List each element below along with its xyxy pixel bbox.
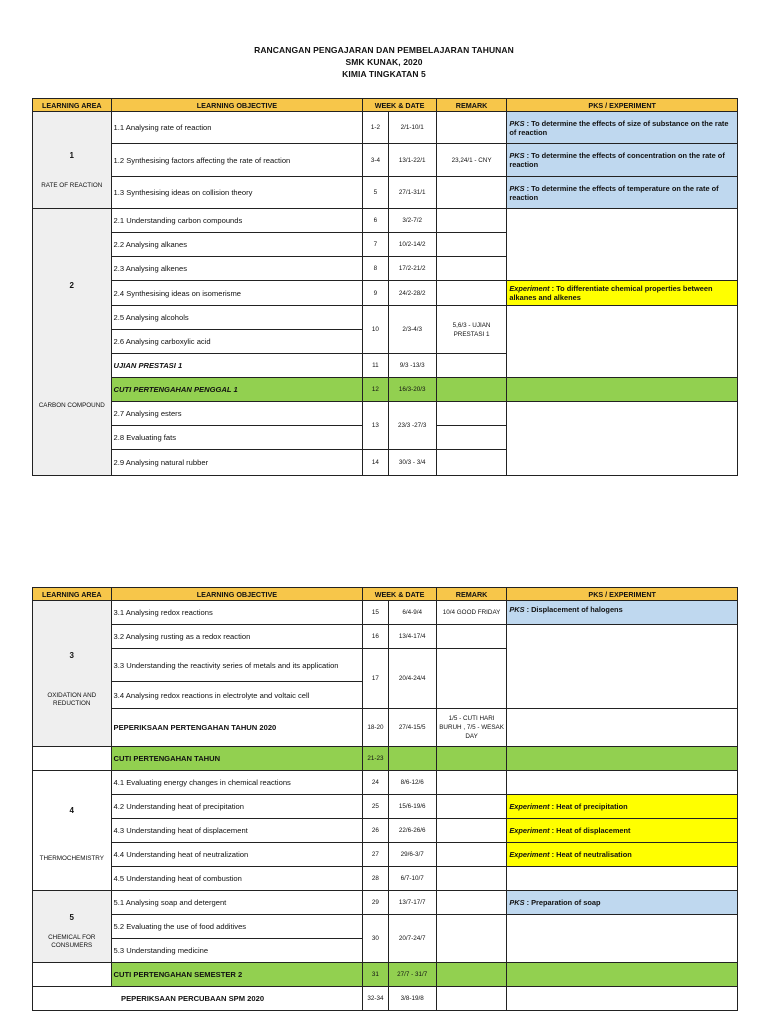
date-cell: 2/1-10/1	[388, 112, 436, 144]
header-row	[33, 588, 738, 601]
experiment-empty-cell	[507, 747, 738, 771]
table-row	[33, 625, 738, 649]
objective-cell: 4.3 Understanding heat of displacement	[111, 819, 363, 843]
remark-cell	[436, 987, 507, 1011]
objective-cell: 2.1 Understanding carbon compounds	[111, 209, 363, 233]
experiment-label: Experiment	[509, 826, 550, 835]
header-remark: REMARK	[436, 588, 507, 601]
objective-cell: 2.7 Analysing esters	[111, 402, 363, 426]
experiment-empty-cell	[507, 209, 738, 281]
objective-cell: 5.2 Evaluating the use of food additives	[111, 915, 363, 939]
plan-table-2	[32, 587, 738, 1011]
week-cell: 25	[363, 795, 388, 819]
objective-cell: 3.4 Analysing redox reactions in electrolyte and voltaic cell	[111, 682, 363, 709]
experiment-empty-cell	[507, 867, 738, 891]
remark-cell	[436, 963, 507, 987]
date-cell: 17/2-21/2	[388, 257, 436, 281]
week-cell: 16	[363, 625, 388, 649]
week-cell: 28	[363, 867, 388, 891]
pks-text: : To determine the effects of concentration on the rate of reaction	[509, 151, 725, 169]
table-row	[33, 709, 738, 747]
remark-cell	[436, 450, 507, 476]
remark-cell	[436, 867, 507, 891]
date-cell: 2/3-4/3	[388, 306, 436, 354]
week-cell: 1-2	[363, 112, 388, 144]
week-cell: 21-23	[363, 747, 388, 771]
experiment-empty-cell	[507, 771, 738, 795]
table-row	[33, 177, 738, 209]
pks-label: PKS	[509, 183, 525, 193]
area-number: 3	[69, 650, 74, 660]
objective-cell: CUTI PERTENGAHAN SEMESTER 2	[111, 963, 363, 987]
date-cell: 10/2-14/2	[388, 233, 436, 257]
area-number: 5	[69, 913, 74, 922]
pks-label: PKS	[509, 151, 525, 160]
header-learning-objective: LEARNING OBJECTIVE	[111, 588, 363, 601]
table-row	[33, 306, 738, 330]
experiment-cell	[507, 819, 738, 843]
objective-cell: 2.3 Analysing alkenes	[111, 257, 363, 281]
objective-cell: 1.3 Synthesising ideas on collision theory	[111, 177, 363, 209]
remark-cell	[436, 378, 507, 402]
experiment-empty-cell	[507, 915, 738, 963]
area-name: CHEMICAL FOR CONSUMERS	[48, 934, 96, 949]
table-row	[33, 112, 738, 144]
title-line-2: SMK KUNAK, 2020	[345, 57, 423, 67]
holiday-row	[33, 378, 738, 402]
experiment-cell	[507, 795, 738, 819]
week-cell: 7	[363, 233, 388, 257]
week-cell: 31	[363, 963, 388, 987]
header-learning-objective: LEARNING OBJECTIVE	[111, 99, 363, 112]
week-cell: 6	[363, 209, 388, 233]
week-cell: 26	[363, 819, 388, 843]
date-cell: 16/3-20/3	[388, 378, 436, 402]
table-row	[33, 144, 738, 177]
remark-cell	[436, 747, 507, 771]
area-name: OXIDATION AND REDUCTION	[47, 691, 97, 707]
header-week-date: WEEK & DATE	[363, 588, 437, 601]
date-cell: 27/7 - 31/7	[388, 963, 436, 987]
pks-text: : To determine the effects of temperature on the rate of reaction	[509, 183, 719, 202]
objective-cell: PEPERIKSAAN PERTENGAHAN TAHUN 2020	[111, 709, 363, 747]
remark-cell	[436, 771, 507, 795]
date-cell: 24/2-28/2	[388, 281, 436, 306]
learning-area-cell	[33, 891, 112, 963]
experiment-empty-cell	[507, 709, 738, 747]
objective-cell: 2.9 Analysing natural rubber	[111, 450, 363, 476]
experiment-empty-cell	[507, 378, 738, 402]
objective-cell: 1.1 Analysing rate of reaction	[111, 112, 363, 144]
week-cell: 18-20	[363, 709, 388, 747]
week-cell: 9	[363, 281, 388, 306]
date-cell: 13/4-17/4	[388, 625, 436, 649]
experiment-text: : Heat of precipitation	[549, 802, 628, 811]
learning-area-cell	[33, 747, 112, 771]
objective-cell: 2.2 Analysing alkanes	[111, 233, 363, 257]
week-cell: 30	[363, 915, 388, 963]
week-cell: 27	[363, 843, 388, 867]
pks-cell	[507, 177, 738, 209]
objective-cell: PEPERIKSAAN PERCUBAAN SPM 2020	[33, 987, 363, 1011]
objective-cell: 1.2 Synthesising factors affecting the rate of reaction	[111, 144, 363, 177]
remark-cell	[436, 402, 507, 426]
objective-cell: 2.5 Analysing alcohols	[111, 306, 363, 330]
table-row	[33, 209, 738, 233]
week-cell: 17	[363, 649, 388, 709]
learning-area-cell	[33, 963, 112, 987]
remark-cell	[436, 426, 507, 450]
week-cell: 5	[363, 177, 388, 209]
objective-cell: 4.1 Evaluating energy changes in chemical reactions	[111, 771, 363, 795]
date-cell: 27/4-15/5	[388, 709, 436, 747]
experiment-empty-cell	[507, 306, 738, 378]
table-row	[33, 819, 738, 843]
header-week-date: WEEK & DATE	[363, 99, 437, 112]
learning-area-cell	[33, 112, 112, 209]
date-cell: 3/2-7/2	[388, 209, 436, 233]
title-line-3: KIMIA TINGKATAN 5	[342, 69, 426, 79]
remark-cell	[436, 281, 507, 306]
objective-cell: UJIAN PRESTASI 1	[111, 354, 363, 378]
pks-label: PKS	[509, 118, 525, 128]
week-cell: 3-4	[363, 144, 388, 177]
area-name: THERMOCHEMISTRY	[39, 855, 104, 862]
area-number: 4	[69, 806, 74, 815]
remark-cell	[436, 795, 507, 819]
objective-cell: CUTI PERTENGAHAN PENGGAL 1	[111, 378, 363, 402]
pks-text: : Preparation of soap	[524, 898, 601, 907]
table-row	[33, 987, 738, 1011]
experiment-empty-cell	[507, 402, 738, 476]
remark-cell	[436, 257, 507, 281]
week-cell: 10	[363, 306, 388, 354]
area-number: 2	[69, 280, 74, 290]
experiment-label: Experiment	[509, 850, 550, 859]
pks-cell	[507, 601, 738, 625]
date-cell: 20/4-24/4	[388, 649, 436, 709]
experiment-text: : Heat of displacement	[549, 826, 631, 835]
date-cell: 23/3 -27/3	[388, 402, 436, 450]
holiday-row	[33, 963, 738, 987]
objective-cell: 4.4 Understanding heat of neutralization	[111, 843, 363, 867]
pks-cell	[507, 891, 738, 915]
date-cell: 9/3 -13/3	[388, 354, 436, 378]
objective-cell: 2.6 Analysing carboxylic acid	[111, 330, 363, 354]
remark-cell: 1/5 - CUTI HARI BURUH , 7/5 - WESAK DAY	[436, 709, 507, 747]
objective-cell: 4.5 Understanding heat of combustion	[111, 867, 363, 891]
remark-cell	[436, 819, 507, 843]
remark-cell	[436, 625, 507, 649]
table-row	[33, 867, 738, 891]
date-cell: 3/8-19/8	[388, 987, 436, 1011]
week-cell: 32-34	[363, 987, 388, 1011]
date-cell	[388, 747, 436, 771]
pks-text: : To determine the effects of size of substance on the rate of reaction	[509, 118, 729, 137]
objective-cell: 3.3 Understanding the reactivity series of metals and its application	[111, 649, 363, 682]
area-number: 1	[69, 150, 74, 160]
objective-cell: CUTI PERTENGAHAN TAHUN	[111, 747, 363, 771]
pks-cell	[507, 112, 738, 144]
objective-cell: 2.8 Evaluating fats	[111, 426, 363, 450]
header-learning-area: LEARNING AREA	[33, 99, 112, 112]
plan-table-1	[32, 98, 738, 476]
table-row	[33, 915, 738, 939]
date-cell: 6/7-10/7	[388, 867, 436, 891]
objective-cell: 3.2 Analysing rusting as a redox reaction	[111, 625, 363, 649]
objective-cell: 2.4 Synthesising ideas on isomerisme	[111, 281, 363, 306]
remark-cell	[436, 891, 507, 915]
date-cell: 30/3 - 3/4	[388, 450, 436, 476]
experiment-empty-cell	[507, 625, 738, 709]
table-row	[33, 891, 738, 915]
remark-cell: 23,24/1 - CNY	[436, 144, 507, 177]
objective-cell: 5.3 Understanding medicine	[111, 939, 363, 963]
title-line-1: RANCANGAN PENGAJARAN DAN PEMBELAJARAN TAHUNAN	[254, 45, 514, 55]
table-row	[33, 771, 738, 795]
remark-cell	[436, 915, 507, 963]
remark-cell	[436, 843, 507, 867]
date-cell: 20/7-24/7	[388, 915, 436, 963]
table-row	[33, 601, 738, 625]
table-row	[33, 843, 738, 867]
date-cell: 15/6-19/6	[388, 795, 436, 819]
date-cell: 8/6-12/6	[388, 771, 436, 795]
experiment-text: : Heat of neutralisation	[549, 850, 632, 859]
document-title	[0, 44, 768, 80]
experiment-empty-cell	[507, 963, 738, 987]
objective-cell: 5.1 Analysing soap and detergent	[111, 891, 363, 915]
week-cell: 24	[363, 771, 388, 795]
header-remark: REMARK	[436, 99, 507, 112]
experiment-text: : To differentiate chemical properties between alkanes and alkenes	[509, 284, 713, 302]
remark-cell: 5,6/3 - UJIAN PRESTASI 1	[436, 306, 507, 354]
week-cell: 15	[363, 601, 388, 625]
objective-cell: 4.2 Understanding heat of precipitation	[111, 795, 363, 819]
table-row	[33, 281, 738, 306]
date-cell: 13/1-22/1	[388, 144, 436, 177]
remark-cell	[436, 649, 507, 709]
table-row	[33, 402, 738, 426]
objective-cell: 3.1 Analysing redox reactions	[111, 601, 363, 625]
experiment-label: Experiment	[509, 802, 550, 811]
week-cell: 14	[363, 450, 388, 476]
date-cell: 29/6-3/7	[388, 843, 436, 867]
table-row	[33, 795, 738, 819]
date-cell: 6/4-9/4	[388, 601, 436, 625]
week-cell: 11	[363, 354, 388, 378]
date-cell: 13/7-17/7	[388, 891, 436, 915]
learning-area-cell	[33, 771, 112, 891]
remark-cell	[436, 112, 507, 144]
pks-text: : Displacement of halogens	[524, 605, 623, 614]
remark-cell	[436, 233, 507, 257]
week-cell: 12	[363, 378, 388, 402]
pks-cell	[507, 144, 738, 177]
week-cell: 29	[363, 891, 388, 915]
remark-cell	[436, 177, 507, 209]
date-cell: 27/1-31/1	[388, 177, 436, 209]
remark-cell: 10/4 GOOD FRIDAY	[436, 601, 507, 625]
header-pks-experiment: PKS / EXPERIMENT	[507, 99, 738, 112]
learning-area-cell	[33, 209, 112, 476]
pks-label: PKS	[509, 605, 525, 614]
experiment-empty-cell	[507, 987, 738, 1011]
remark-cell	[436, 354, 507, 378]
pks-label: PKS	[509, 898, 525, 907]
experiment-cell	[507, 843, 738, 867]
remark-cell	[436, 209, 507, 233]
holiday-row	[33, 747, 738, 771]
header-learning-area: LEARNING AREA	[33, 588, 112, 601]
header-pks-experiment: PKS / EXPERIMENT	[507, 588, 738, 601]
experiment-cell	[507, 281, 738, 306]
week-cell: 13	[363, 402, 388, 450]
learning-area-cell	[33, 601, 112, 747]
week-cell: 8	[363, 257, 388, 281]
header-row	[33, 99, 738, 112]
area-name: RATE OF REACTION	[41, 181, 103, 189]
area-name: CARBON COMPOUND	[38, 401, 105, 409]
experiment-label: Experiment	[509, 284, 550, 293]
date-cell: 22/6-26/6	[388, 819, 436, 843]
